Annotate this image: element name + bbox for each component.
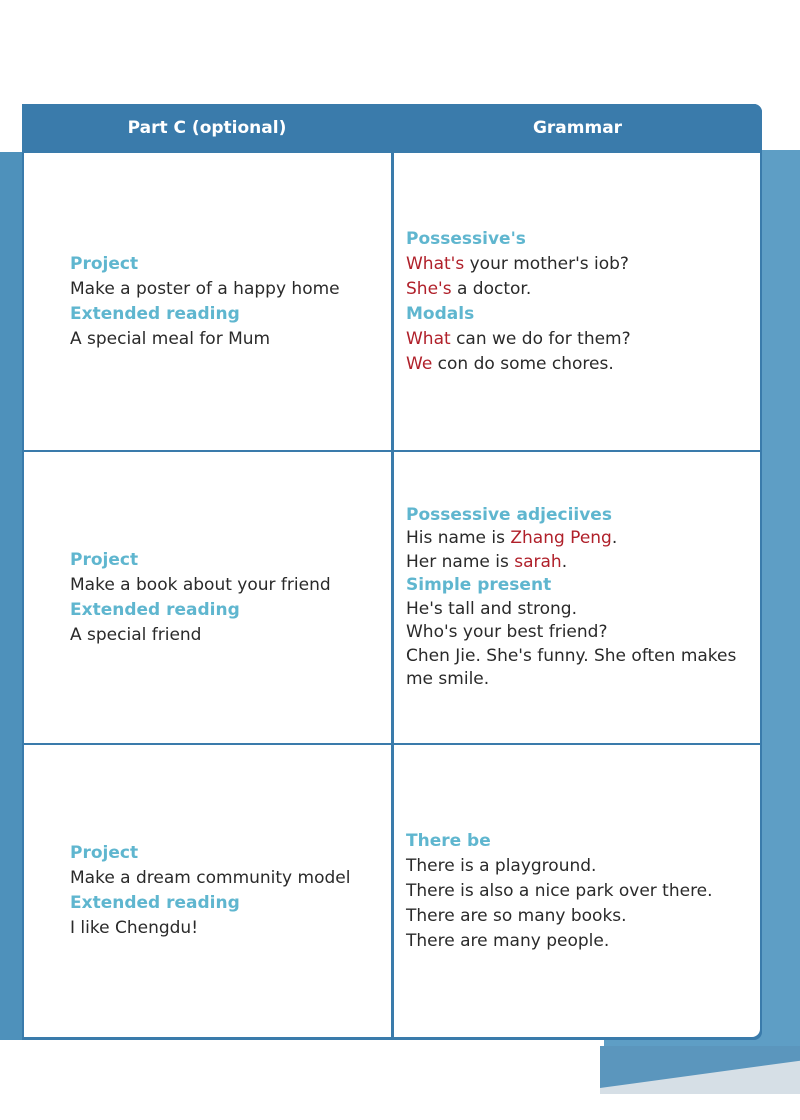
example-sentence bbox=[406, 277, 760, 302]
example-sentence bbox=[406, 527, 760, 551]
grammar-heading: Possessive's bbox=[406, 228, 526, 249]
header-part-c: Part C (optional) bbox=[127, 118, 287, 138]
highlight-word: Zhang Peng bbox=[510, 528, 612, 548]
example-sentence: Chen Jie. She's funny. She often makes bbox=[406, 645, 737, 666]
highlight-word: sarah bbox=[514, 551, 562, 572]
sentence-rest: a doctor. bbox=[451, 278, 532, 299]
project-text: Make a poster of a happy home bbox=[70, 278, 340, 299]
extended-reading-label: Extended reading bbox=[70, 303, 240, 324]
example-sentence: There is a playground. bbox=[406, 855, 597, 876]
row3-part-c-cell bbox=[24, 745, 391, 1037]
extended-reading-label: Extended reading bbox=[70, 893, 240, 913]
highlight-word: She's bbox=[406, 278, 452, 299]
sentence-rest: your mother's iob? bbox=[464, 253, 629, 274]
row1-part-c-cell bbox=[24, 153, 391, 450]
left-decor-gap bbox=[0, 100, 24, 152]
example-sentence: There are so many books. bbox=[406, 905, 627, 926]
row3-grammar-cell bbox=[394, 745, 760, 1037]
grammar-heading: There be bbox=[406, 830, 491, 851]
row2-part-c-cell bbox=[24, 452, 391, 743]
sentence-start: Her name is bbox=[406, 551, 515, 572]
extended-reading-label: Extended reading bbox=[70, 599, 240, 620]
highlight-word: What bbox=[406, 328, 451, 349]
grammar-heading: Simple present bbox=[406, 575, 552, 595]
grammar-heading: Possessive adjeciives bbox=[406, 504, 612, 525]
highlight-word: What's bbox=[406, 253, 465, 274]
sentence-rest: can we do for them? bbox=[450, 328, 631, 349]
project-text: Make a dream community model bbox=[70, 868, 351, 888]
example-sentence: There are many people. bbox=[406, 930, 610, 951]
example-sentence bbox=[406, 327, 760, 352]
example-sentence bbox=[406, 551, 760, 575]
sentence-end: . bbox=[561, 551, 568, 572]
example-sentence bbox=[406, 352, 760, 377]
project-text: Make a book about your friend bbox=[70, 574, 331, 595]
example-sentence: There is also a nice park over there. bbox=[406, 880, 713, 901]
project-label: Project bbox=[70, 843, 139, 863]
highlight-word: We bbox=[406, 353, 433, 374]
example-sentence: He's tall and strong. bbox=[406, 598, 578, 619]
example-sentence: Who's your best friend? bbox=[406, 622, 608, 642]
extended-reading-text: I like Chengdu! bbox=[70, 918, 199, 938]
row1-grammar-cell bbox=[394, 153, 760, 450]
example-sentence bbox=[406, 252, 760, 277]
left-decor-strip bbox=[0, 100, 24, 1040]
row2-grammar-cell bbox=[394, 452, 760, 743]
header-grammar: Grammar bbox=[532, 118, 623, 138]
grammar-heading: Modals bbox=[406, 303, 475, 324]
extended-reading-text: A special meal for Mum bbox=[70, 328, 271, 349]
sentence-rest: con do some chores. bbox=[432, 353, 614, 374]
sentence-end: . bbox=[611, 528, 618, 548]
project-label: Project bbox=[70, 549, 139, 570]
extended-reading-text: A special friend bbox=[70, 624, 202, 645]
sentence-start: His name is bbox=[406, 528, 511, 548]
project-label: Project bbox=[70, 253, 139, 274]
example-sentence: me smile. bbox=[406, 669, 490, 689]
